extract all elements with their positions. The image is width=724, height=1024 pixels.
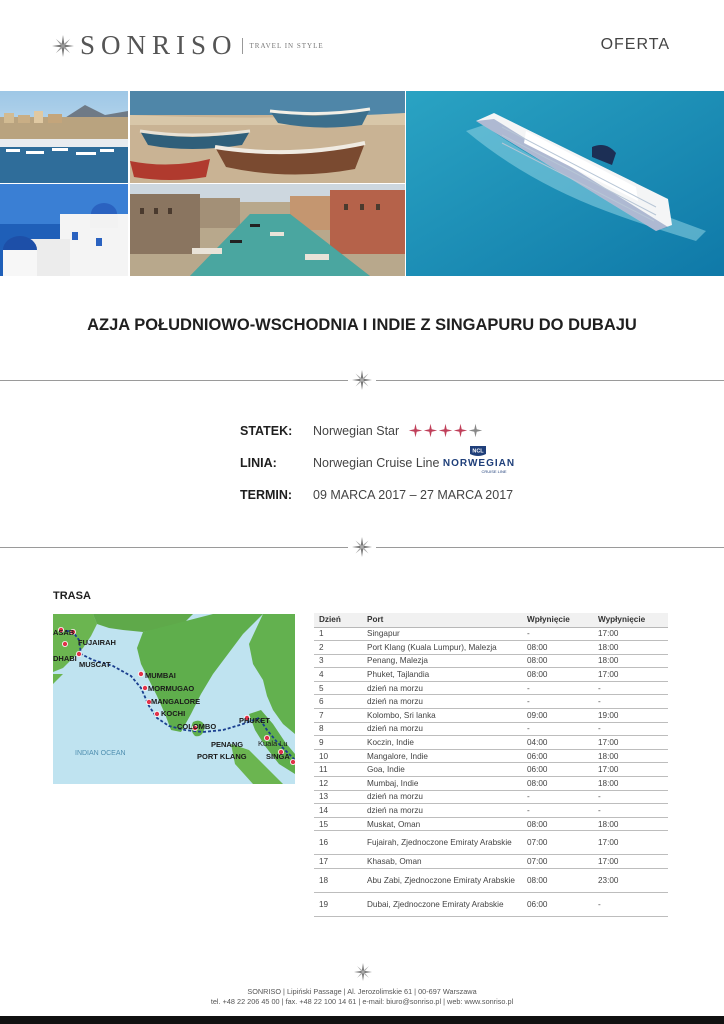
cell-departure: 17:00 (593, 736, 668, 750)
route-map (53, 614, 295, 784)
cell-departure: - (593, 790, 668, 804)
ncl-logo-main: NORWEGIAN (442, 458, 516, 469)
col-header-departure: Wypłynięcie (593, 613, 668, 627)
map-label-singapore: SINGA (266, 752, 290, 761)
cell-day: 18 (314, 869, 362, 893)
line-value: Norwegian Cruise Line (313, 456, 440, 470)
cell-arrival: 09:00 (522, 709, 593, 723)
cell-port: Khasab, Oman (362, 855, 522, 869)
footer-address: SONRISO | Lipiński Passage | Al. Jerozolimskie 61 | 00-697 Warszawa (247, 987, 477, 996)
map-label-khasab: ASAB (53, 628, 75, 637)
table-row (314, 831, 668, 855)
brand-name: SONRISO (80, 30, 238, 60)
section-separator (0, 370, 724, 390)
cell-day: 6 (314, 695, 362, 709)
cell-day: 5 (314, 681, 362, 695)
cell-departure: 18:00 (593, 817, 668, 831)
rating-star-icon (453, 423, 468, 438)
cell-port: Penang, Malezja (362, 654, 522, 668)
bottom-bar (0, 1016, 724, 1024)
table-row (314, 790, 668, 804)
cell-arrival: 08:00 (522, 668, 593, 682)
cell-arrival: 08:00 (522, 869, 593, 893)
cell-port: Goa, Indie (362, 763, 522, 777)
table-row (314, 763, 668, 777)
table-header-row (314, 613, 668, 627)
rating-star-icon (468, 423, 483, 438)
rating-star-icon (423, 423, 438, 438)
col-header-port: Port (362, 613, 522, 627)
cell-day: 16 (314, 831, 362, 855)
map-label-indian-ocean: INDIAN OCEAN (75, 750, 126, 757)
photo-collage (0, 91, 724, 276)
cell-arrival: 08:00 (522, 777, 593, 791)
cell-departure: 17:00 (593, 763, 668, 777)
table-row (314, 869, 668, 893)
term-label: TERMIN: (240, 488, 293, 502)
table-row (314, 668, 668, 682)
cell-day: 17 (314, 855, 362, 869)
cell-departure: 18:00 (593, 777, 668, 791)
compass-star-icon (352, 537, 372, 557)
cell-day: 1 (314, 627, 362, 641)
table-row (314, 817, 668, 831)
cruise-ship-photo (406, 91, 724, 276)
map-label-phuket: PHUKET (239, 716, 270, 725)
map-label-mangalore: MANGALORE (151, 697, 201, 706)
cell-day: 2 (314, 641, 362, 655)
cell-departure: - (593, 893, 668, 917)
map-label-mumbai: MUMBAI (145, 671, 176, 680)
cell-day: 8 (314, 722, 362, 736)
cell-departure: - (593, 804, 668, 818)
cell-port: Singapur (362, 627, 522, 641)
cell-day: 14 (314, 804, 362, 818)
sonriso-logo (52, 30, 324, 61)
cell-arrival: 08:00 (522, 654, 593, 668)
map-label-mormugao: MORMUGAO (148, 684, 195, 693)
cell-arrival: - (522, 681, 593, 695)
table-row (314, 855, 668, 869)
cell-port: Mangalore, Indie (362, 749, 522, 763)
cell-port: Phuket, Tajlandia (362, 668, 522, 682)
map-label-kochi: KOCHI (161, 709, 186, 718)
cell-port: Abu Zabi, Zjednoczone Emiraty Arabskie (362, 869, 522, 893)
cell-port: Kolombo, Sri lanka (362, 709, 522, 723)
table-row (314, 749, 668, 763)
map-label-colombo: COLOMBO (177, 722, 217, 731)
cell-arrival: 06:00 (522, 763, 593, 777)
compass-star-icon (52, 35, 74, 57)
cell-arrival: 08:00 (522, 817, 593, 831)
cell-departure: 17:00 (593, 627, 668, 641)
cell-departure: 17:00 (593, 668, 668, 682)
table-row (314, 804, 668, 818)
term-value: 09 MARCA 2017 – 27 MARCA 2017 (313, 488, 514, 502)
map-label-abu-dhabi: DHABI (53, 654, 77, 663)
rating-star-icon (408, 423, 423, 438)
cell-day: 12 (314, 777, 362, 791)
map-label-fujairah: FUJAIRAH (78, 638, 116, 647)
cell-arrival: 06:00 (522, 893, 593, 917)
cell-day: 15 (314, 817, 362, 831)
cell-day: 3 (314, 654, 362, 668)
table-row (314, 681, 668, 695)
ship-label: STATEK: (240, 424, 293, 438)
map-label-kuala-lumpur: Kuala Lu (258, 739, 288, 748)
santorini-photo (0, 184, 128, 276)
section-separator (0, 537, 724, 557)
cell-day: 4 (314, 668, 362, 682)
cell-port: Koczin, Indie (362, 736, 522, 750)
fishing-boats-photo (130, 91, 405, 183)
cell-arrival: - (522, 627, 593, 641)
cell-day: 19 (314, 893, 362, 917)
cell-port: Fujairah, Zjednoczone Emiraty Arabskie (362, 831, 522, 855)
cell-departure: - (593, 681, 668, 695)
col-header-arrival: Wpłynięcie (522, 613, 593, 627)
cell-port: dzień na morzu (362, 790, 522, 804)
ncl-logo-sub: CRUISE LINE (481, 469, 507, 474)
cell-port: dzień na morzu (362, 722, 522, 736)
cell-day: 10 (314, 749, 362, 763)
line-label: LINIA: (240, 456, 277, 470)
cell-arrival: 04:00 (522, 736, 593, 750)
table-row (314, 777, 668, 791)
cell-arrival: 07:00 (522, 831, 593, 855)
rating-star-icon (438, 423, 453, 438)
map-label-muscat: MUSCAT (79, 660, 111, 669)
table-row (314, 627, 668, 641)
cell-port: Port Klang (Kuala Lumpur), Malezja (362, 641, 522, 655)
cell-arrival: - (522, 722, 593, 736)
table-row (314, 709, 668, 723)
table-row (314, 893, 668, 917)
cell-day: 13 (314, 790, 362, 804)
footer-contact: tel. +48 22 206 45 00 | fax. +48 22 100 14 61 | e-mail: biuro@sonriso.pl | web: www.sonriso.pl (210, 997, 514, 1006)
document-type: OFERTA (600, 36, 670, 53)
cell-port: Mumbaj, Indie (362, 777, 522, 791)
cell-arrival: - (522, 790, 593, 804)
table-row (314, 736, 668, 750)
cell-arrival: 07:00 (522, 855, 593, 869)
cell-departure: - (593, 695, 668, 709)
cell-departure: - (593, 722, 668, 736)
cell-port: dzień na morzu (362, 695, 522, 709)
star-rating (408, 423, 483, 438)
cell-port: Dubai, Zjednoczone Emiraty Arabskie (362, 893, 522, 917)
col-header-day: Dzień (314, 613, 362, 627)
ncl-logo (440, 444, 518, 478)
ncl-logo-top: NCL (472, 448, 484, 455)
table-row (314, 722, 668, 736)
cell-departure: 19:00 (593, 709, 668, 723)
logo-divider (242, 38, 243, 54)
cell-arrival: - (522, 695, 593, 709)
cell-departure: 18:00 (593, 641, 668, 655)
cell-day: 9 (314, 736, 362, 750)
map-label-penang: PENANG (211, 740, 244, 749)
cell-port: dzień na morzu (362, 804, 522, 818)
cell-departure: 17:00 (593, 855, 668, 869)
ship-value: Norwegian Star (313, 424, 400, 438)
page-header (0, 0, 724, 90)
cell-day: 7 (314, 709, 362, 723)
cell-arrival: - (522, 804, 593, 818)
route-heading: TRASA (53, 590, 91, 602)
cell-departure: 17:00 (593, 831, 668, 855)
venice-canal-photo (130, 184, 405, 276)
cell-arrival: 08:00 (522, 641, 593, 655)
table-row (314, 654, 668, 668)
harbor-photo (0, 91, 128, 183)
table-row (314, 695, 668, 709)
cell-port: dzień na morzu (362, 681, 522, 695)
cell-day: 11 (314, 763, 362, 777)
cell-departure: 18:00 (593, 749, 668, 763)
brand-tagline: TRAVEL IN STYLE (249, 41, 324, 50)
map-label-port-klang: PORT KLANG (197, 752, 247, 761)
itinerary-table (314, 613, 668, 917)
trip-title: AZJA POŁUDNIOWO-WSCHODNIA I INDIE Z SINGAPURU DO DUBAJU (87, 316, 637, 334)
table-row (314, 641, 668, 655)
cell-departure: 18:00 (593, 654, 668, 668)
compass-star-icon (354, 963, 372, 981)
cell-arrival: 06:00 (522, 749, 593, 763)
compass-star-icon (352, 370, 372, 390)
cell-port: Muskat, Oman (362, 817, 522, 831)
cell-departure: 23:00 (593, 869, 668, 893)
